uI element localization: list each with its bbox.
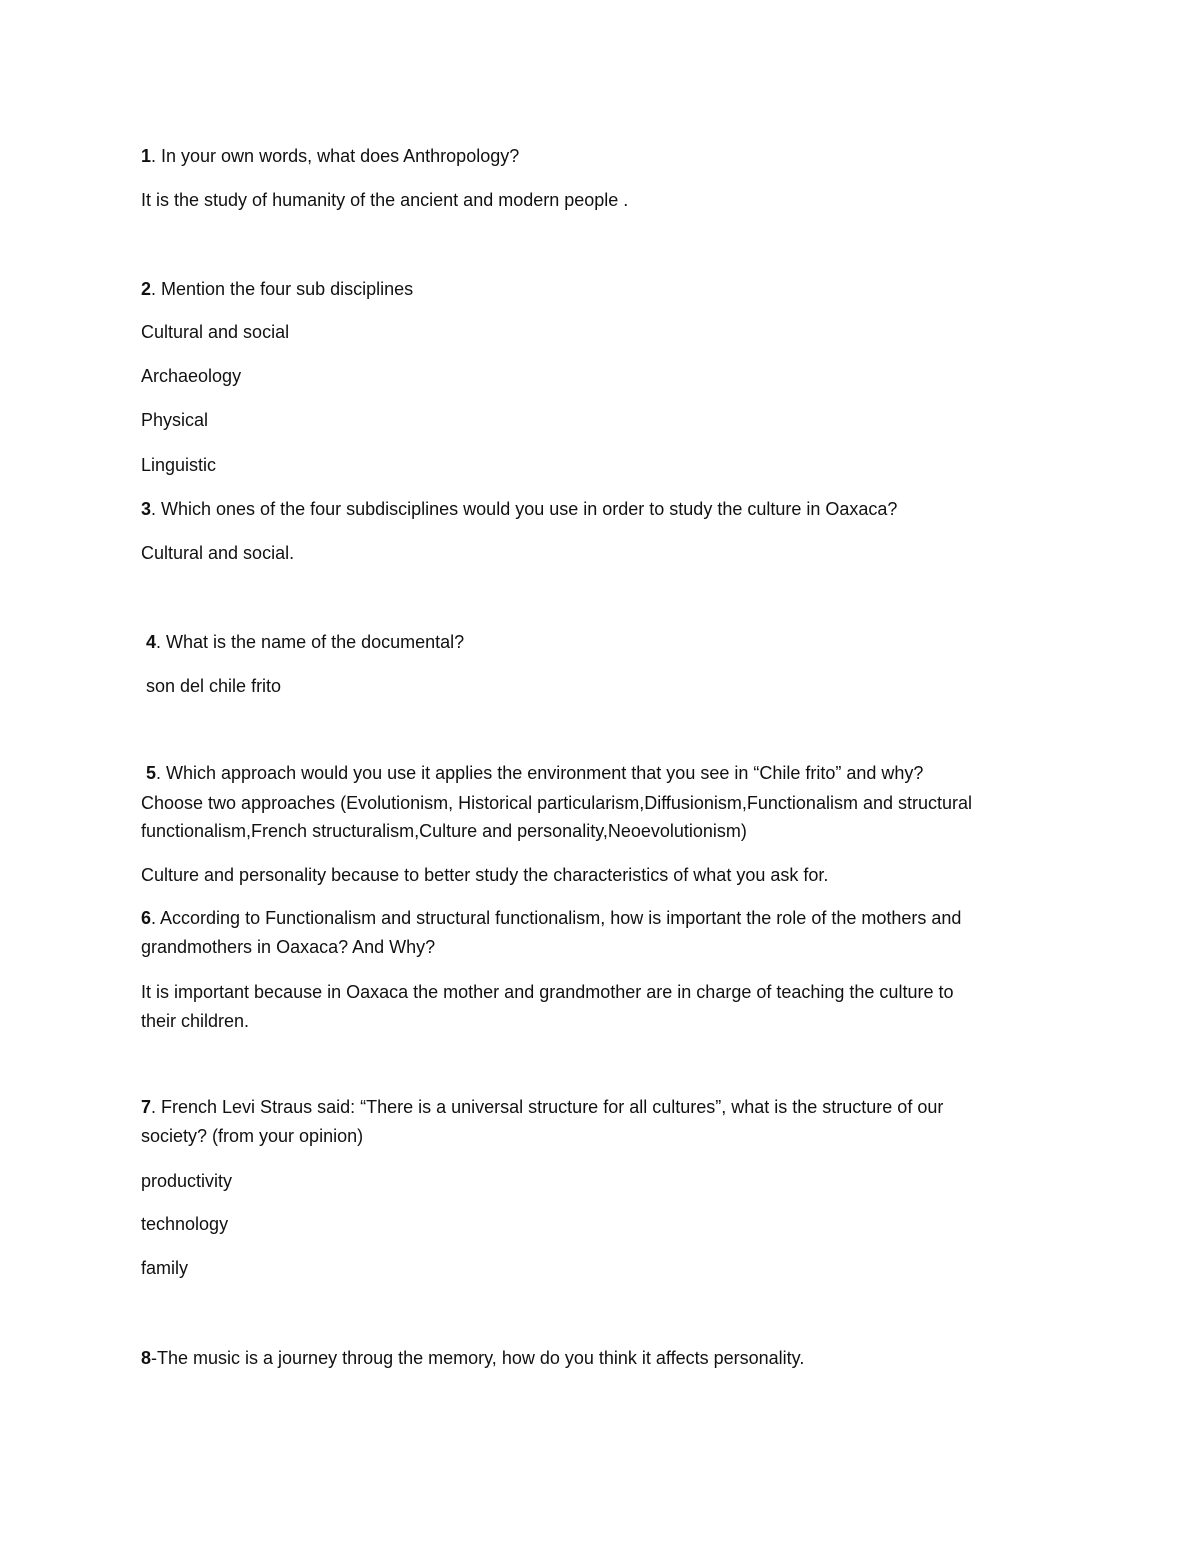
question-text: . According to Functionalism and structural functionalism, how is important the role of the mothers and <box>151 908 962 928</box>
question-5-continued: functionalism,French structuralism,Culture and personality,Neoevolutionism) <box>141 821 747 841</box>
answer-2-item: Cultural and social <box>141 322 290 342</box>
question-text: -The music is a journey throug the memory, how do you think it affects personality. <box>151 1348 805 1368</box>
question-number: 8 <box>141 1348 152 1368</box>
answer-1: It is the study of humanity of the ancient and modern people . <box>141 190 629 210</box>
answer-4: son del chile frito <box>146 676 282 696</box>
answer-2-item: Physical <box>141 410 209 430</box>
question-text: . What is the name of the documental? <box>156 632 465 652</box>
answer-2-item: Linguistic <box>141 455 217 475</box>
question-text: . Mention the four sub disciplines <box>151 279 414 299</box>
question-8 <box>141 1347 804 1369</box>
answer-6-continued: their children. <box>141 1011 250 1031</box>
question-number: 7 <box>141 1097 152 1117</box>
question-number: 5 <box>146 763 157 783</box>
question-number: 4 <box>146 632 157 652</box>
question-5 <box>146 762 923 784</box>
question-6-continued: grandmothers in Oaxaca? And Why? <box>141 937 436 957</box>
question-text: . In your own words, what does Anthropology? <box>151 146 520 166</box>
question-text: . Which ones of the four subdisciplines would you use in order to study the culture in Oaxaca? <box>151 499 898 519</box>
question-number: 3 <box>141 499 152 519</box>
question-7 <box>141 1096 943 1118</box>
question-2 <box>141 278 413 300</box>
answer-7-item: family <box>141 1258 189 1278</box>
question-4 <box>146 631 464 653</box>
question-1 <box>141 145 519 167</box>
answer-6: It is important because in Oaxaca the mother and grandmother are in charge of teaching the culture to <box>141 982 954 1002</box>
question-number: 1 <box>141 146 152 166</box>
answer-3: Cultural and social. <box>141 543 295 563</box>
question-text: . French Levi Straus said: “There is a universal structure for all cultures”, what is the structure of our <box>151 1097 944 1117</box>
question-6 <box>141 907 961 929</box>
question-3 <box>141 498 897 520</box>
answer-7-item: technology <box>141 1214 229 1234</box>
question-number: 6 <box>141 908 152 928</box>
question-text: . Which approach would you use it applies the environment that you see in “Chile frito” and why? <box>156 763 924 783</box>
answer-5: Culture and personality because to better study the characteristics of what you ask for. <box>141 865 829 885</box>
question-7-continued: society? (from your opinion) <box>141 1126 364 1146</box>
answer-2-item: Archaeology <box>141 366 242 386</box>
question-number: 2 <box>141 279 152 299</box>
answer-7-item: productivity <box>141 1171 233 1191</box>
question-5-continued: Choose two approaches (Evolutionism, Historical particularism,Diffusionism,Functionalism and structural <box>141 793 972 813</box>
